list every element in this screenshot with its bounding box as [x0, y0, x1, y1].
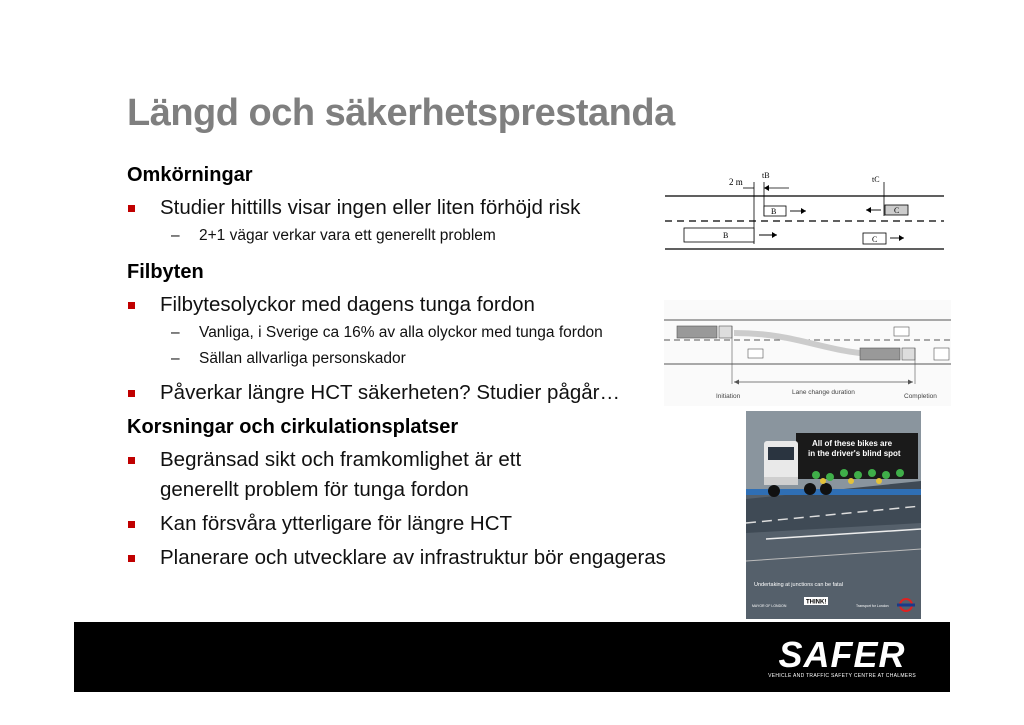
section-heading-intersections: Korsningar och cirkulationsplatser	[127, 416, 459, 438]
sub-bullet-item: – Sällan allvarliga personskador	[127, 346, 727, 372]
safer-logo	[768, 634, 916, 680]
completion-label: Completion	[904, 393, 937, 400]
vehicle-c-lower-label: C	[872, 235, 878, 244]
dash-icon: –	[171, 350, 180, 367]
section-heading-overtaking: Omkörningar	[127, 164, 253, 186]
slide-title: Längd och säkerhetsprestanda	[127, 92, 675, 134]
slide-content	[127, 160, 727, 573]
blind-spot-poster	[746, 411, 921, 619]
initiation-label: Initiation	[716, 393, 741, 400]
bullet-item: Påverkar längre HCT säkerheten? Studier pågår…	[127, 378, 727, 408]
bullet-square-icon	[128, 457, 135, 464]
poster-headline-1: All of these bikes are	[812, 439, 893, 448]
tb-label: tB	[762, 171, 770, 180]
bullet-item: Filbytesolyckor med dagens tunga fordon	[127, 290, 727, 320]
footer-bar	[74, 622, 950, 692]
poster-tfl: Transport for London	[856, 604, 889, 608]
distance-label: 2 m	[729, 177, 743, 187]
section-heading-lane-change: Filbyten	[127, 261, 204, 283]
bullet-square-icon	[128, 302, 135, 309]
poster-headline-2: in the driver's blind spot	[808, 449, 901, 458]
overtaking-diagram	[663, 170, 946, 255]
bullet-item: Planerare och utvecklare av infrastruktur bör engageras	[127, 543, 727, 573]
bullet-item: Studier hittills visar ingen eller liten förhöjd risk	[127, 193, 727, 223]
sub-bullet-item: – 2+1 vägar verkar vara ett generellt problem	[127, 223, 727, 249]
duration-label: Lane change duration	[792, 389, 855, 396]
bullet-square-icon	[128, 205, 135, 212]
bullet-square-icon	[128, 390, 135, 397]
bullet-square-icon	[128, 521, 135, 528]
poster-caption: Undertaking at junctions can be fatal	[754, 582, 843, 588]
bullet-square-icon	[128, 555, 135, 562]
bullet-item: Kan försvåra ytterligare för längre HCT	[127, 509, 727, 539]
vehicle-b-label: B	[771, 207, 777, 216]
bullet-item: Begränsad sikt och framkomlighet är ett generellt problem för tunga fordon	[127, 445, 727, 505]
logo-text: SAFER	[778, 634, 906, 675]
logo-subtext: VEHICLE AND TRAFFIC SAFETY CENTRE AT CHALMERS	[768, 673, 916, 679]
vehicle-c-label: C	[894, 206, 900, 215]
sub-bullet-item: – Vanliga, i Sverige ca 16% av alla olyckor med tunga fordon	[127, 320, 727, 346]
poster-think: THINK!	[806, 599, 827, 606]
tc-label: tC	[872, 175, 880, 184]
vehicle-b-long-label: B	[723, 231, 729, 240]
poster-mayor: MAYOR OF LONDON	[752, 604, 787, 608]
vehicle-b-long-box	[684, 228, 754, 242]
lane-change-diagram	[664, 300, 951, 406]
dash-icon: –	[171, 324, 180, 341]
dash-icon: –	[171, 227, 180, 244]
